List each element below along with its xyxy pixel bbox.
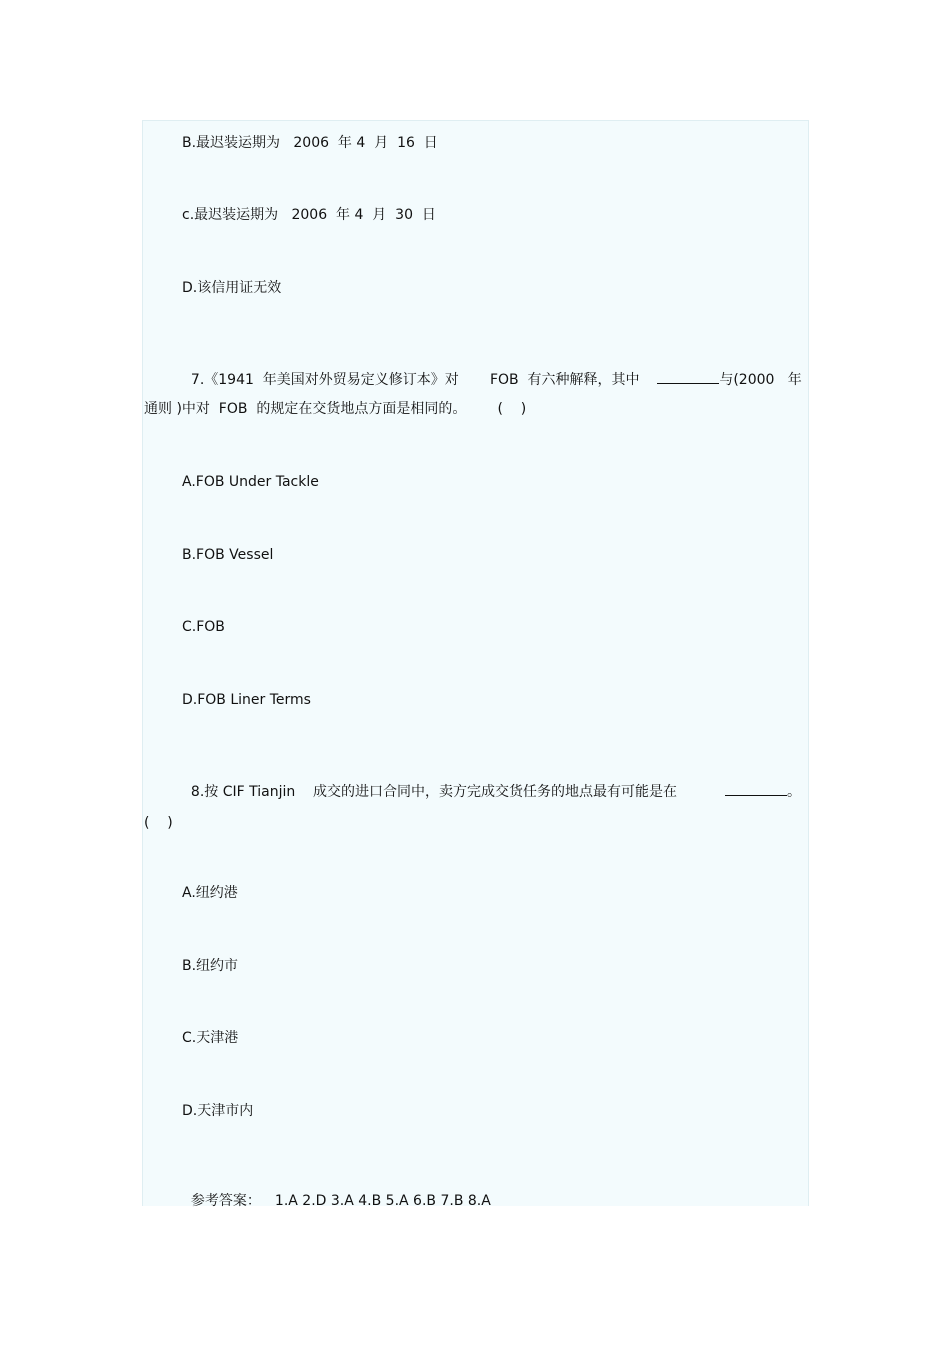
option-q7-b: B.FOB Vessel (182, 547, 274, 563)
option-q8-b: B.纽约市 (182, 958, 239, 974)
question-7-line1 (182, 351, 802, 389)
option-q8-d: D.天津市内 (182, 1103, 254, 1119)
answer-key (182, 1174, 491, 1210)
answer-blank (657, 369, 719, 384)
question-7-line2: 通则 )中对 FOB 的规定在交货地点方面是相同的。 ( ) (144, 401, 527, 417)
option-q7-c: C.FOB (182, 619, 225, 635)
question-7-text: 7.《1941 年美国对外贸易定义修订本》对 FOB 有六种解释，其中 (190, 372, 658, 388)
question-7-text-tail: 与(2000 年 (719, 372, 802, 388)
option-q7-a: A.FOB Under Tackle (182, 474, 319, 490)
option-q8-a: A.纽约港 (182, 885, 238, 901)
option-q8-c: C.天津港 (182, 1030, 239, 1046)
answer-key-label: 参考答案： (190, 1193, 261, 1209)
option-q7-d: D.FOB Liner Terms (182, 692, 311, 708)
answer-key-text: 1.A 2.D 3.A 4.B 5.A 6.B 7.B 8.A (274, 1193, 491, 1209)
question-8-line1 (182, 763, 801, 801)
answer-blank (725, 781, 787, 796)
option-q6-b: B.最迟装运期为 2006 年 4 月 16 日 (182, 135, 438, 151)
question-8-text-tail: 。 (787, 784, 802, 800)
question-8-text: 8.按 CIF Tianjin 成交的进口合同中，卖方完成交货任务的地点最有可能是在 (190, 784, 678, 800)
option-q6-c: c.最迟装运期为 2006 年 4 月 30 日 (182, 207, 436, 223)
question-8-line2: ( ) (144, 815, 173, 831)
option-q6-d: D.该信用证无效 (182, 280, 282, 296)
